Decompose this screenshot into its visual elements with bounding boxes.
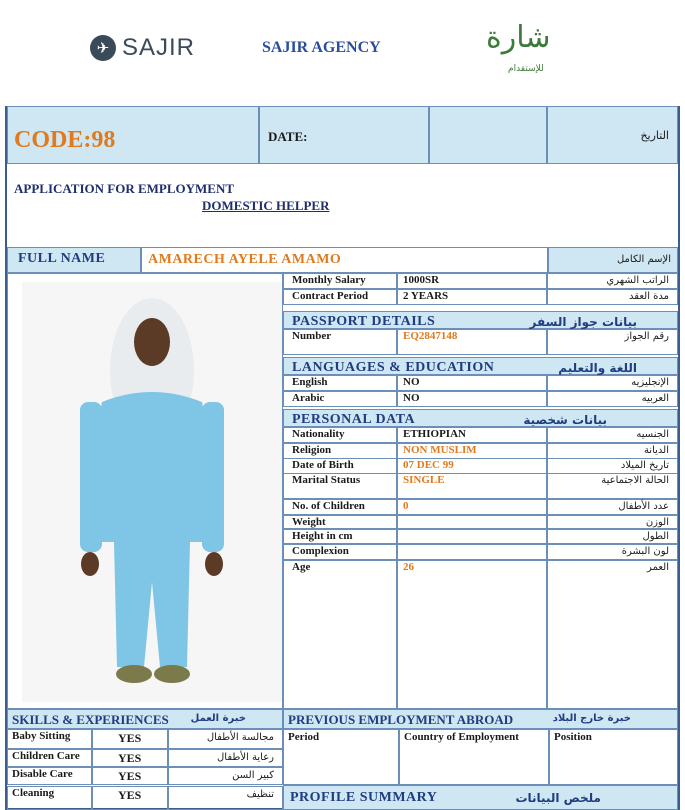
- english-label-cell: [283, 375, 397, 391]
- personal-5-value-cell: [397, 515, 547, 529]
- code-cell: [7, 106, 259, 164]
- skill-row-1-ar-cell: [168, 749, 283, 767]
- full-name-value-cell: [141, 247, 548, 273]
- personal-1-label: Religion: [292, 444, 332, 456]
- personal-7-label: Complexion: [292, 545, 349, 557]
- full-name-value: AMARECH AYELE AMAMO: [148, 252, 342, 267]
- skill-row-3-label-cell: [7, 786, 92, 810]
- skill-row-2-value: YES: [118, 769, 142, 783]
- skill-row-3-value-cell: [92, 786, 168, 810]
- skill-row-0-ar-cell: [168, 729, 283, 749]
- personal-4-label-cell: [283, 499, 397, 515]
- personal-3-ar-cell: [547, 473, 678, 499]
- arabic-label: Arabic: [292, 392, 325, 404]
- personal-4-ar-cell: [547, 499, 678, 515]
- skills-header: [7, 709, 283, 729]
- previous-employment-title: PREVIOUS EMPLOYMENT ABROAD: [288, 712, 514, 727]
- passport-header: [283, 311, 678, 329]
- salary-value: 1000SR: [403, 274, 440, 286]
- personal-0-value-cell: [397, 427, 547, 443]
- salary-label: Monthly Salary: [292, 274, 366, 286]
- skills-title-ar: خبرة العمل: [190, 713, 246, 724]
- skill-row-1-value: YES: [118, 751, 142, 765]
- personal-4-label: No. of Children: [292, 500, 365, 512]
- personal-6-value-cell: [397, 529, 547, 544]
- personal-4-label-ar: عدد الأطفال: [618, 501, 669, 512]
- skill-row-0-value-cell: [92, 729, 168, 749]
- personal-2-ar-cell: [547, 458, 678, 474]
- skill-row-0-label-ar: مجالسة الأطفال: [206, 732, 274, 743]
- profile-summary-title: PROFILE SUMMARY: [290, 790, 438, 805]
- personal-4-value: 0: [403, 500, 409, 512]
- contract-period-label-cell: [283, 289, 397, 305]
- personal-0-label: Nationality: [292, 428, 345, 440]
- personal-1-label-ar: الديانة: [643, 445, 669, 456]
- passport-title-ar: بيانات جواز السفر: [529, 315, 637, 329]
- salary-label-cell: [283, 273, 397, 289]
- passport-number-value-cell: [397, 329, 547, 355]
- personal-2-label: Date of Birth: [292, 459, 354, 471]
- full-name-label-cell: [7, 247, 141, 273]
- personal-header: [283, 409, 678, 427]
- english-value-cell: [397, 375, 547, 391]
- personal-3-label: Marital Status: [292, 474, 361, 486]
- personal-5-label-cell: [283, 515, 397, 529]
- passport-number-label-ar: رقم الجواز: [624, 331, 669, 342]
- personal-3-value: SINGLE: [403, 474, 445, 486]
- personal-6-label-ar: الطول: [642, 531, 669, 542]
- skill-row-2-ar-cell: [168, 767, 283, 785]
- skill-row-2-label-cell: [7, 767, 92, 785]
- personal-5-label-ar: الوزن: [645, 517, 669, 528]
- prev-col-period: [283, 729, 399, 785]
- page-header: [0, 0, 685, 104]
- personal-8-value: 26: [403, 561, 414, 573]
- arabic-value-cell: [397, 391, 547, 407]
- skill-row-3-label-ar: تنظيف: [246, 789, 274, 800]
- passport-number-label-cell: [283, 329, 397, 355]
- personal-0-label-ar: الجنسيه: [636, 429, 669, 440]
- english-label: English: [292, 376, 328, 388]
- personal-8-ar-cell: [547, 560, 678, 709]
- personal-8-label: Age: [292, 561, 311, 573]
- english-ar-cell: [547, 375, 678, 391]
- personal-6-label-cell: [283, 529, 397, 544]
- personal-3-label-cell: [283, 473, 397, 499]
- agency-name: SAJIR AGENCY: [262, 39, 381, 56]
- personal-3-value-cell: [397, 473, 547, 499]
- skill-row-2-value-cell: [92, 767, 168, 785]
- arabic-value: NO: [403, 392, 420, 404]
- date-value-cell: [429, 106, 547, 164]
- sajir-logo: [90, 34, 195, 62]
- full-name-ar-cell: [548, 247, 678, 273]
- sajir-logo-text: SAJIR: [122, 34, 196, 61]
- plane-icon: ✈: [90, 35, 116, 61]
- languages-header: [283, 357, 678, 375]
- personal-5-label: Weight: [292, 516, 326, 528]
- skill-row-0-label-cell: [7, 729, 92, 749]
- salary-value-cell: [397, 273, 547, 289]
- personal-8-label-cell: [283, 560, 397, 709]
- personal-8-label-ar: العمر: [647, 562, 669, 573]
- prev-col-period-label: Period: [288, 731, 320, 743]
- prev-col-country-label: Country of Employment: [404, 731, 519, 743]
- skill-row-1-label-ar: رعاية الأطفال: [217, 752, 274, 763]
- languages-title-ar: اللغة والتعليم: [558, 361, 637, 375]
- personal-8-value-cell: [397, 560, 547, 709]
- personal-6-label: Height in cm: [292, 530, 353, 542]
- contract-period-label-ar: مدة العقد: [629, 291, 669, 302]
- personal-7-ar-cell: [547, 544, 678, 560]
- candidate-photo: [22, 282, 282, 702]
- personal-7-label-cell: [283, 544, 397, 560]
- personal-1-label-cell: [283, 443, 397, 459]
- passport-number-label: Number: [292, 330, 332, 342]
- arabic-label-ar: العربيه: [641, 393, 669, 404]
- personal-1-value: NON MUSLIM: [403, 444, 477, 456]
- contract-period-value: 2 YEARS: [403, 290, 449, 302]
- profile-summary-title-ar: ملخص البيانات: [515, 791, 601, 805]
- skill-row-1-label: Children Care: [12, 750, 80, 762]
- personal-6-ar-cell: [547, 529, 678, 544]
- skill-row-3-value: YES: [118, 788, 142, 802]
- skill-row-0-value: YES: [118, 731, 142, 745]
- personal-3-label-ar: الحالة الاجتماعية: [601, 475, 669, 486]
- date-cell: [259, 106, 429, 164]
- personal-0-ar-cell: [547, 427, 678, 443]
- skill-row-1-value-cell: [92, 749, 168, 767]
- contract-period-label: Contract Period: [292, 290, 369, 302]
- arabic-label-cell: [283, 391, 397, 407]
- candidate-photo-illustration: [22, 282, 282, 702]
- personal-2-value: 07 DEC 99: [403, 459, 454, 471]
- skill-row-3-ar-cell: [168, 786, 283, 810]
- prev-col-country: [399, 729, 549, 785]
- shara-logo: [478, 18, 568, 80]
- personal-1-value-cell: [397, 443, 547, 459]
- salary-label-ar: الراتب الشهري: [606, 275, 669, 286]
- application-title: APPLICATION FOR EMPLOYMENT: [14, 181, 235, 196]
- personal-2-label-ar: تاريخ الميلاد: [620, 460, 669, 471]
- personal-4-value-cell: [397, 499, 547, 515]
- previous-employment-title-ar: خبرة خارج البلاد: [552, 713, 631, 724]
- skill-row-2-label: Disable Care: [12, 768, 73, 780]
- arabic-ar-cell: [547, 391, 678, 407]
- passport-number-value: EQ2847148: [403, 330, 458, 342]
- full-name-label: FULL NAME: [18, 251, 106, 266]
- personal-1-ar-cell: [547, 443, 678, 459]
- date-ar-cell: [547, 106, 678, 164]
- passport-title: PASSPORT DETAILS: [292, 314, 436, 329]
- skill-row-1-label-cell: [7, 749, 92, 767]
- application-subtitle: DOMESTIC HELPER: [202, 198, 330, 213]
- personal-5-ar-cell: [547, 515, 678, 529]
- profile-summary-header: [283, 785, 678, 810]
- date-label-ar: التاريخ: [640, 129, 669, 142]
- passport-number-ar-cell: [547, 329, 678, 355]
- skill-row-3-label: Cleaning: [12, 787, 55, 799]
- english-value: NO: [403, 376, 420, 388]
- salary-ar-cell: [547, 273, 678, 289]
- skill-row-0-label: Baby Sitting: [12, 730, 71, 742]
- prev-col-position-label: Position: [554, 731, 592, 743]
- personal-0-value: ETHIOPIAN: [403, 428, 466, 440]
- personal-7-value-cell: [397, 544, 547, 560]
- personal-2-value-cell: [397, 458, 547, 474]
- contract-period-value-cell: [397, 289, 547, 305]
- personal-7-label-ar: لون البشرة: [621, 546, 669, 557]
- personal-0-label-cell: [283, 427, 397, 443]
- date-label: DATE:: [268, 129, 308, 144]
- previous-employment-header: [283, 709, 678, 729]
- code-value: CODE:98: [14, 127, 116, 153]
- skills-title: SKILLS & EXPERIENCES: [12, 712, 169, 727]
- contract-period-ar-cell: [547, 289, 678, 305]
- full-name-label-ar: الإسم الكامل: [616, 254, 671, 265]
- languages-title: LANGUAGES & EDUCATION: [292, 360, 495, 375]
- english-label-ar: الإنجليزيه: [631, 377, 669, 388]
- personal-title-ar: بيانات شخصية: [523, 413, 607, 427]
- shara-logo-subtext: للإستقدام: [508, 64, 544, 74]
- personal-2-label-cell: [283, 458, 397, 474]
- skill-row-2-label-ar: كبير السن: [232, 770, 274, 781]
- personal-title: PERSONAL DATA: [292, 412, 416, 427]
- prev-col-position: [549, 729, 678, 785]
- shara-logo-text: شارة: [486, 20, 551, 55]
